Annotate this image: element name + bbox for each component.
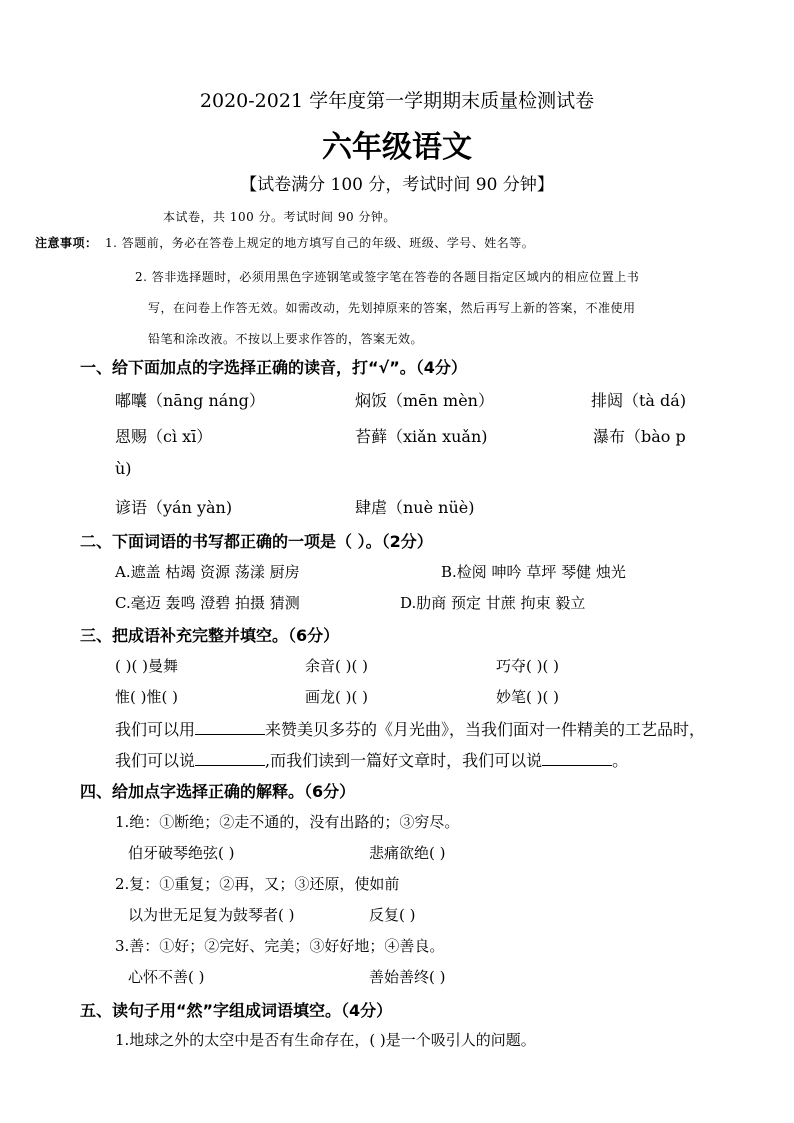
sentence-text: ,而我们读到一篇好文章时，我们可以说 [265,751,543,770]
idiom-blank: 妙笔( )( ) [496,688,559,706]
fill-sentence-2 [115,748,628,771]
notice-item-2: 2. 答非选择题时，必须用黑色字迹钢笔或签字笔在答卷的各题目指定区域内的相应位置上书 [135,270,640,284]
answer-blank[interactable] [195,751,265,766]
pinyin-item: 瀑布（bào p [593,427,686,446]
option-d: D.肋商 预定 甘蔗 拘束 毅立 [400,594,586,612]
question-1-heading: 一、给下面加点的字选择正确的读音，打“√”。（4分） [80,358,467,377]
answer-blank[interactable] [195,720,265,735]
pinyin-item: 谚语（yán yàn) [115,498,233,517]
definition-choice: 心怀不善( ) [128,968,205,986]
notice-item-1: 1. 答题前，务必在答卷上规定的地方填写自己的年级、班级、学号、姓名等。 [105,236,535,250]
definition-line: 3.善：①好；②完好、完美；③好好地；④善良。 [115,937,445,955]
definition-choice: 善始善终( ) [369,968,446,986]
option-c: C.毫迈 轰鸣 澄碧 拍摄 猜测 [115,594,300,612]
idiom-blank: ( )( )曼舞 [115,657,178,675]
sentence-text: 我们可以用 [115,720,196,739]
definition-choice: 伯牙破琴绝弦( ) [128,844,235,862]
pinyin-item: 肆虐（nuè nüè) [355,498,475,517]
pinyin-item: 恩赐（cì xī） [115,427,213,446]
pinyin-item: 排闼（tà dá) [591,391,687,410]
definition-choice: 反复( ) [369,906,416,924]
pinyin-item: 焖饭（mēn mèn） [355,391,494,410]
idiom-blank: 巧夺( )( ) [496,657,559,675]
pinyin-item: 苔藓（xiǎn xuǎn) [355,427,488,446]
idiom-blank: 画龙( )( ) [305,688,368,706]
definition-choice: 悲痛欲绝( ) [369,844,446,862]
question-3-heading: 三、把成语补充完整并填空。（6分） [80,626,340,645]
sentence-text: 来赞美贝多芬的《月光曲》，当我们面对一件精美的工艺品时， [265,720,706,739]
sentence-text: 我们可以说 [115,751,196,770]
idiom-blank: 惟( )惟( ) [115,688,178,706]
notice-intro: 本试卷，共 100 分。考试时间 90 分钟。 [163,210,396,224]
exam-title: 2020-2021 学年度第一学期期末质量检测试卷 [199,90,595,112]
notice-item-2-cont: 写，在问卷上作答无效。如需改动，先划掉原来的答案，然后再写上新的答案，不准使用 [148,301,636,315]
notice-item-2-cont: 铅笔和涂改液。不按以上要求作答的，答案无效。 [148,332,424,346]
answer-blank[interactable] [542,751,612,766]
fill-sentence-1 [115,717,705,740]
subject-title: 六年级语文 [322,130,472,165]
definition-choice: 以为世无足复为鼓琴者( ) [128,906,295,924]
score-time-note: 【试卷满分 100 分，考试时间 90 分钟】 [240,175,554,195]
fill-sentence: 1.地球之外的太空中是否有生命存在，( )是一个吸引人的问题。 [115,1031,536,1049]
idiom-blank: 余音( )( ) [305,657,368,675]
definition-line: 2.复：①重复；②再，又；③还原，使如前 [115,875,400,893]
definition-line: 1.绝：①断绝；②走不通的，没有出路的；③穷尽。 [115,813,460,831]
pinyin-item: 嘟囔（nāng náng） [115,391,265,410]
sentence-text: 。 [612,751,629,770]
question-2-heading: 二、下面词语的书写都正确的一项是（ ）。（2分） [80,532,433,551]
question-5-heading: 五、读句子用“然”字组成词语填空。（4分） [80,1001,393,1020]
option-a: A.遮盖 枯竭 资源 荡漾 厨房 [115,563,300,581]
option-b: B.检阅 呻吟 草坪 琴健 烛光 [441,563,626,581]
question-4-heading: 四、给加点字选择正确的解释。（6分） [80,782,356,801]
pinyin-item-cont: ù) [115,459,132,478]
notice-label: 注意事项： [35,236,98,250]
